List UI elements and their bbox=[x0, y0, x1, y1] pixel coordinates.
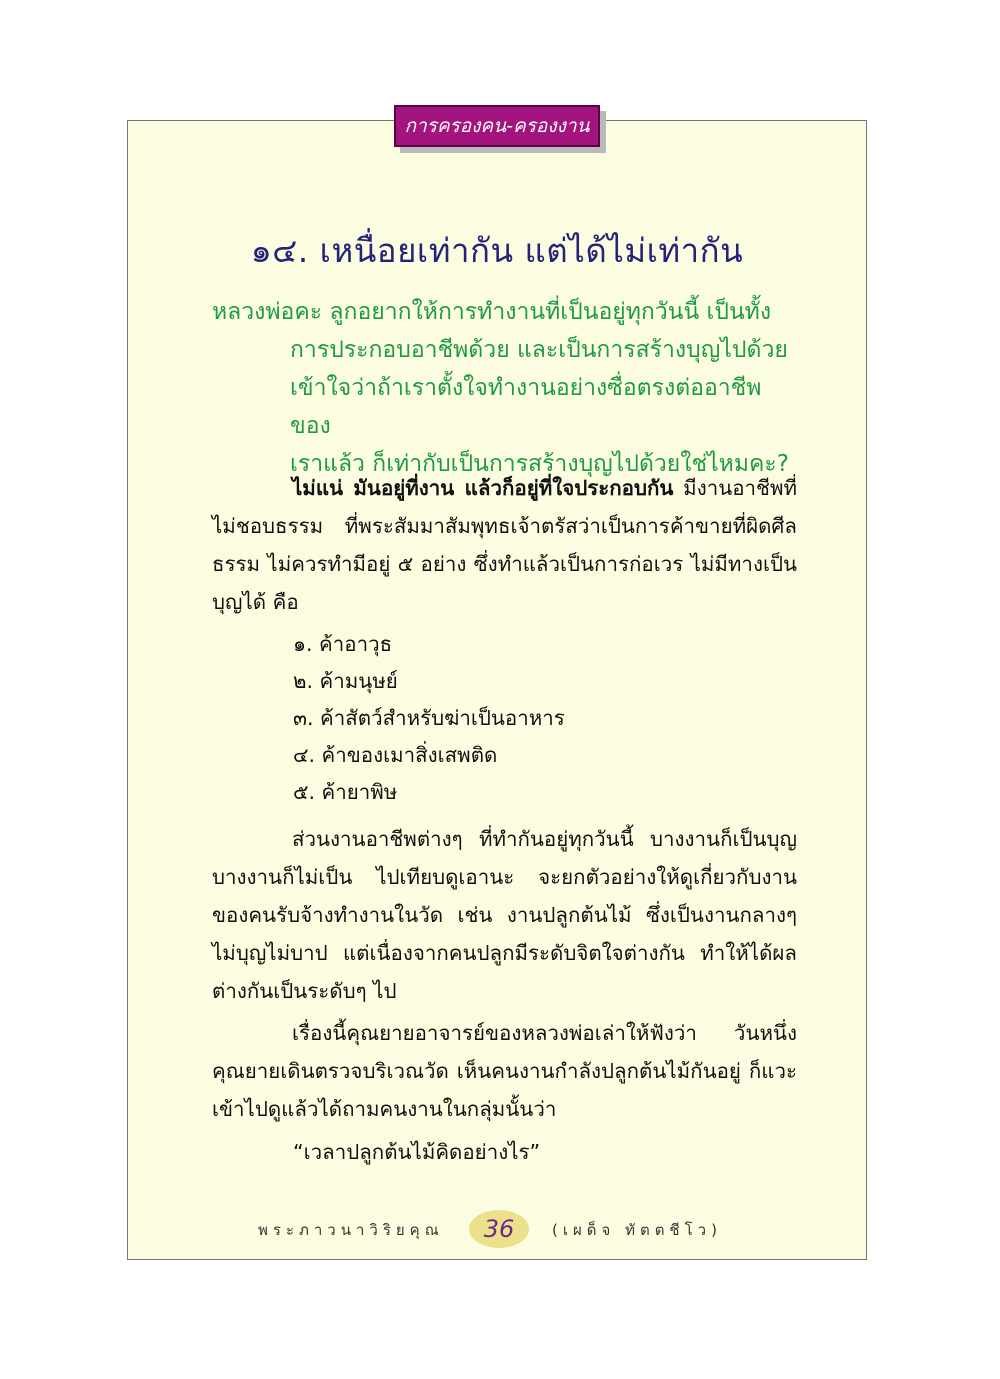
answer-paragraph-1 bbox=[212, 469, 797, 621]
list-item: ๔. ค้าของเมาสิ่งเสพติด bbox=[293, 743, 498, 767]
footer-book-title: พระภาวนาวิริยคุณ bbox=[258, 1221, 444, 1239]
question-line-4: เราแล้ว ก็เท่ากับเป็นการสร้างบุญไปด้วยใช่ไหมคะ? bbox=[290, 451, 789, 477]
list-item: ๑. ค้าอาวุธ bbox=[293, 632, 393, 656]
question-line-2: การประกอบอาชีพด้วย และเป็นการสร้างบุญไปด้วย bbox=[290, 337, 788, 363]
question-line-3: เข้าใจว่าถ้าเราตั้งใจทำงานอย่างซื่อตรงต่ออาชีพของ bbox=[290, 375, 762, 439]
question-block bbox=[212, 293, 802, 483]
page-number: 36 bbox=[469, 1210, 529, 1248]
section-tab: การครองคน-ครองงาน bbox=[394, 105, 600, 147]
answer-bold-lead: ไม่แน่ มันอยู่ที่งาน แล้วก็อยู่ที่ใจประกอบกัน bbox=[292, 476, 674, 500]
footer-author: (เผด็จ ทัตตชีโว) bbox=[552, 1221, 722, 1239]
answer-paragraph-2 bbox=[212, 820, 797, 1010]
question-line-1: หลวงพ่อคะ ลูกอยากให้การทำงานที่เป็นอยู่ทุกวันนี้ เป็นทั้ง bbox=[212, 299, 772, 325]
forbidden-trades-list bbox=[293, 626, 565, 811]
list-item: ๓. ค้าสัตว์สำหรับฆ่าเป็นอาหาร bbox=[293, 706, 565, 730]
answer-paragraph-1-text: มีงานอาชีพที่ไม่ชอบธรรม ที่พระสัมมาสัมพุทธเจ้าตรัสว่าเป็นการค้าขายที่ผิดศีลธรรม ไม่ควรทำมีอยู่ ๕ อย่าง ซึ่งทำแล้วเป็นการก่อเวร ไม่มีทางเป็นบุญได้ คือ bbox=[212, 476, 797, 614]
quoted-question: “เวลาปลูกต้นไม้คิดอย่างไร” bbox=[293, 1140, 541, 1164]
chapter-title: ๑๔. เหนื่อยเท่ากัน แต่ได้ไม่เท่ากัน bbox=[250, 231, 744, 270]
answer-paragraph-2-text: ส่วนงานอาชีพต่างๆ ที่ทำกันอยู่ทุกวันนี้ บางงานก็เป็นบุญ บางงานก็ไม่เป็น ไปเทียบดูเอานะ จะยกตัวอย่างให้ดูเกี่ยวกับงานของคนรับจ้างทำงานในวัด เช่น งานปลูกต้นไม้ ซึ่งเป็นงานกลางๆ ไม่บุญไม่บาป แต่เนื่องจากคนปลูกมีระดับจิตใจต่างกัน ทำให้ได้ผลต่างกันเป็นระดับๆ ไป bbox=[212, 827, 797, 1003]
list-item: ๕. ค้ายาพิษ bbox=[293, 780, 398, 804]
list-item: ๒. ค้ามนุษย์ bbox=[293, 669, 398, 693]
answer-paragraph-3-text: เรื่องนี้คุณยายอาจารย์ของหลวงพ่อเล่าให้ฟังว่า วันหนึ่งคุณยายเดินตรวจบริเวณวัด เห็นคนงานกำลังปลูกต้นไม้กันอยู่ ก็แวะเข้าไปดูแล้วได้ถามคนงานในกลุ่มนั้นว่า bbox=[212, 1021, 797, 1121]
answer-paragraph-3 bbox=[212, 1014, 797, 1128]
